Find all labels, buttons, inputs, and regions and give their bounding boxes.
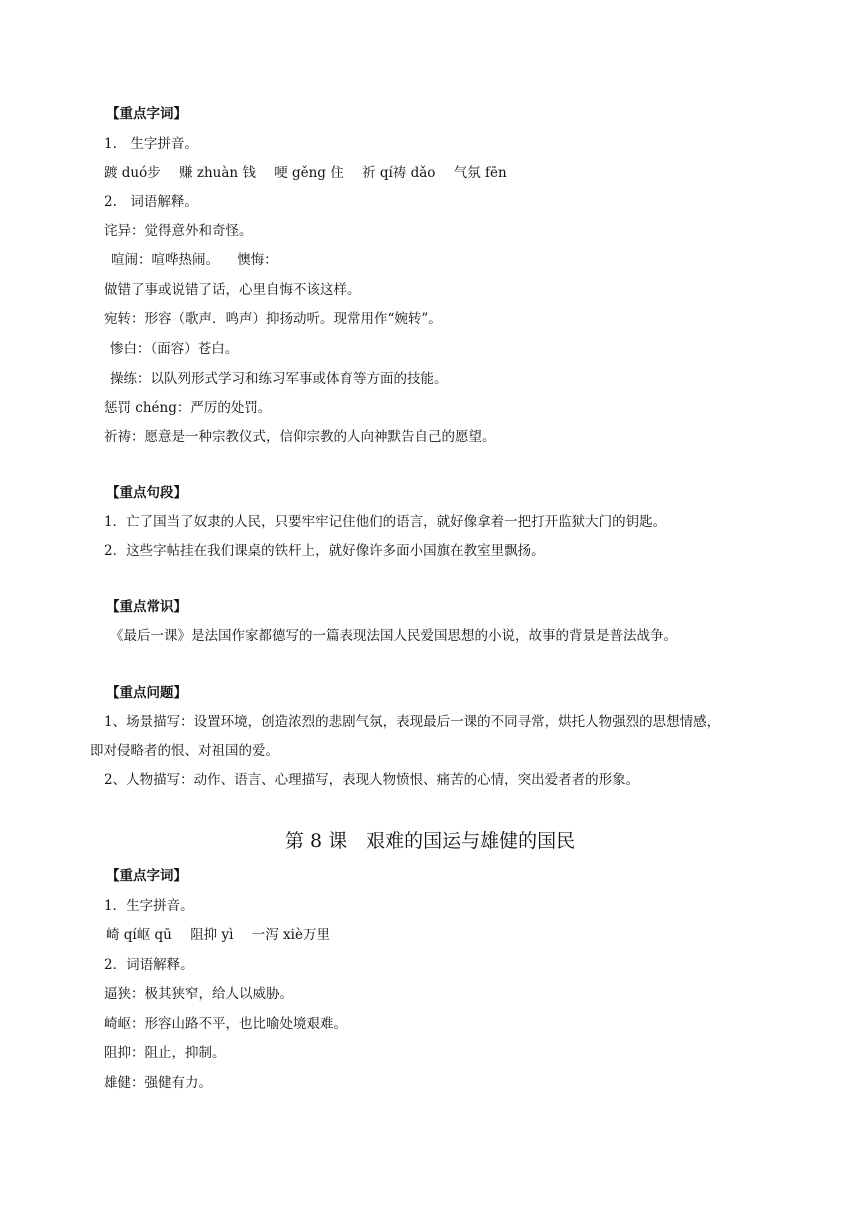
pinyin-entry: 祈 qí祷 dǎo (362, 165, 436, 181)
pinyin-entry: 哽 gěng 住 (274, 165, 344, 181)
definition: 阻抑：阻止，抑制。 (104, 1045, 226, 1061)
pinyin-row (104, 163, 507, 183)
pinyin-entry: 崎 qí岖 qū (106, 927, 172, 943)
question-answer: 2、人物描写：动作、语言、心理描写，表现人物愤恨、痛苦的心情，突出爱者者的形象。 (104, 772, 640, 788)
sentence: 2．这些字帖挂在我们课桌的铁杆上，就好像许多面小国旗在教室里飘扬。 (104, 543, 545, 559)
question-answer-cont: 即对侵略者的恨、对祖国的爱。 (90, 743, 279, 759)
pinyin-row (106, 925, 330, 945)
definition: 诧异：觉得意外和奇怪。 (104, 223, 253, 239)
list-item-pinyin: 1. 生字拼音。 (104, 136, 198, 152)
sentence: 1．亡了国当了奴隶的人民，只要牢牢记住他们的语言，就好像拿着一把打开监狱大门的钥匙。 (104, 514, 667, 530)
list-item-definitions: 2．词语解释。 (104, 957, 194, 973)
definition-row (111, 250, 278, 270)
definition: 喧闹：喧哗热闹。 (111, 252, 219, 268)
definition: 惨白：（面容）苍白。 (110, 341, 239, 357)
definition: 祈祷：愿意是一种宗教仪式，信仰宗教的人向神默告自己的愿望。 (104, 429, 496, 445)
list-item-definitions: 2. 词语解释。 (104, 194, 198, 210)
definition: 逼狭：极其狭窄，给人以威胁。 (104, 986, 293, 1002)
definition: 操练：以队列形式学习和练习军事或体育等方面的技能。 (110, 371, 448, 387)
definition: 崎岖：形容山路不平，也比喻处境艰难。 (104, 1016, 347, 1032)
pinyin-entry: 一泻 xiè万里 (251, 927, 330, 943)
section-heading-key-words: 【重点字词】 (106, 868, 187, 884)
section-heading-key-knowledge: 【重点常识】 (106, 599, 187, 615)
definition: 雄健：强健有力。 (104, 1075, 212, 1091)
definition: 做错了事或说错了话，心里自悔不该这样。 (104, 282, 361, 298)
section-heading-key-sentences: 【重点句段】 (106, 485, 187, 501)
definition: 宛转：形容（歌声．鸣声）抑扬动听。现常用作“婉转”。 (104, 311, 442, 327)
definition: 惩罚 chéng：严厉的处罚。 (104, 400, 272, 416)
section-heading-key-questions: 【重点问题】 (106, 685, 187, 701)
list-item-pinyin: 1．生字拼音。 (104, 898, 194, 914)
question-answer: 1、场景描写：设置环境，创造浓烈的悲剧气氛，表现最后一课的不同寻常，烘托人物强烈的思想情感， (104, 714, 721, 730)
pinyin-entry: 气氛 fēn (453, 165, 507, 181)
knowledge-text: 《最后一课》是法国作家都德写的一篇表现法国人民爱国思想的小说，故事的背景是普法战争。 (110, 628, 677, 644)
pinyin-entry: 阻抑 yì (190, 927, 234, 943)
definition: 懊悔： (237, 252, 278, 268)
pinyin-entry: 赚 zhuàn 钱 (179, 165, 256, 181)
section-heading-key-words: 【重点字词】 (106, 106, 187, 122)
pinyin-entry: 踱 duó步 (104, 165, 161, 181)
lesson-title: 第 8 课 艰难的国运与雄健的国民 (284, 830, 576, 852)
